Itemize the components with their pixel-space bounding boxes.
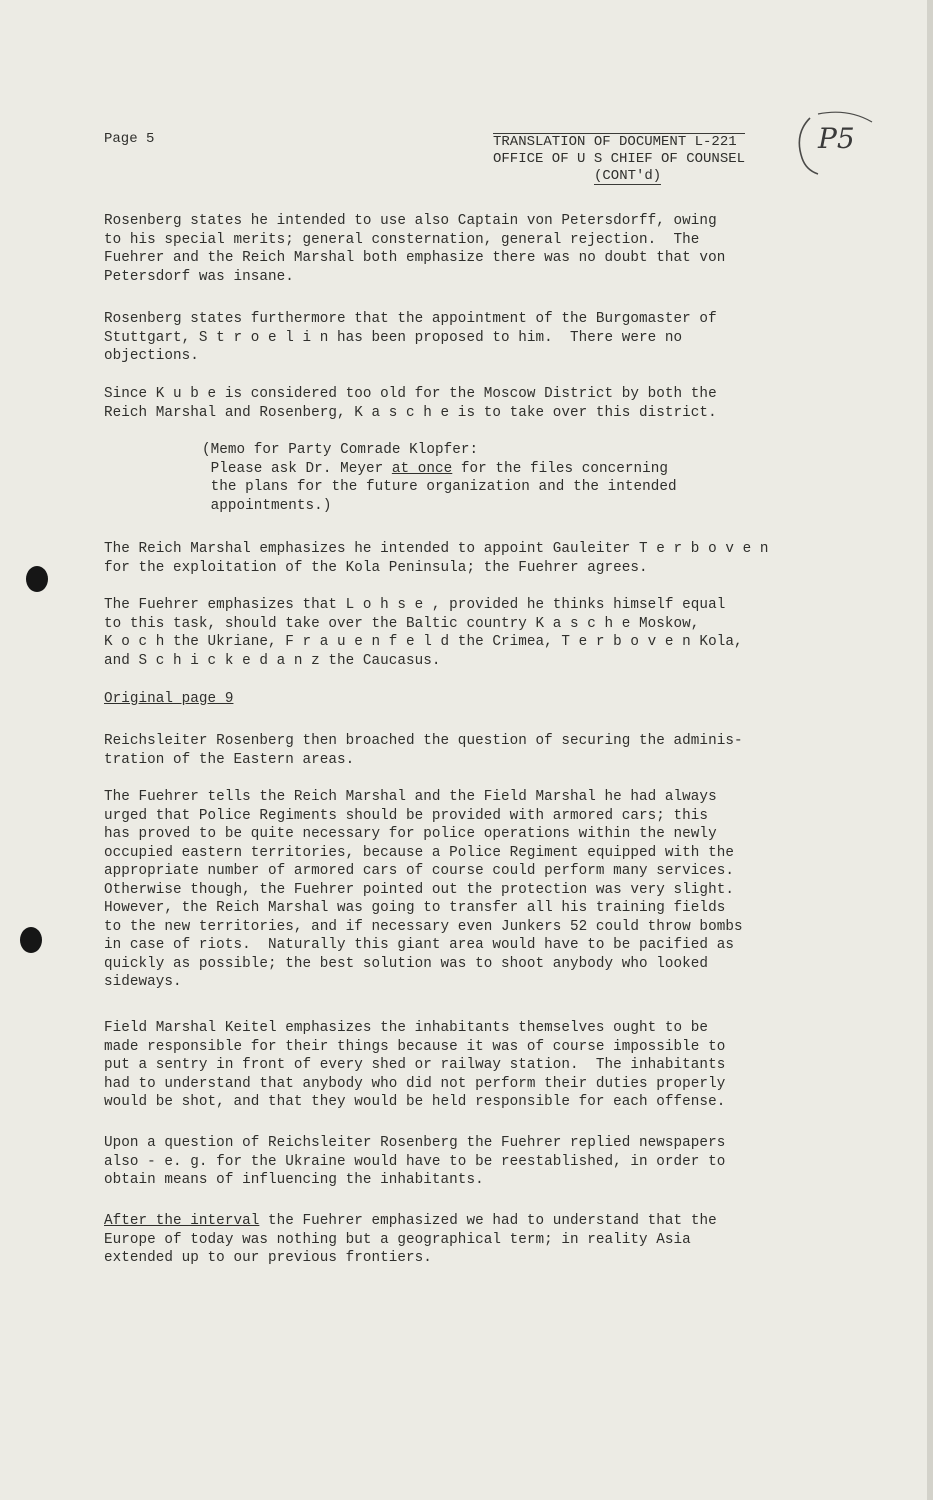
header-title: TRANSLATION OF DOCUMENT L-221 bbox=[493, 133, 745, 151]
header-continued-text: (CONT'd) bbox=[594, 168, 662, 184]
memo-at-once: at once bbox=[391, 460, 453, 477]
header-office: OFFICE OF U S CHIEF OF COUNSEL bbox=[493, 151, 746, 167]
page-edge bbox=[927, 0, 933, 1500]
memo-block bbox=[202, 441, 922, 515]
europe-text: the Fuehrer emphasized we had to understand that the Europe of today was nothing but a geographical term; in reality Asia extended up to our previous frontiers. bbox=[104, 1213, 717, 1266]
page-number: Page 5 bbox=[104, 131, 155, 147]
memo-line2-post: for the files concerning bbox=[452, 460, 669, 477]
paragraph-terboven: The Reich Marshal emphasizes he intended to appoint Gauleiter T e r b o v e n for the exploitation of the Kola Peninsula; the Fuehrer agrees. bbox=[104, 541, 769, 576]
paragraph-keitel: Field Marshal Keitel emphasizes the inhabitants themselves ought to be made responsible for their things because it was of course impossible to put a sentry in front of every shed or railway station. The inhabitants had to understand that anybody who did not perform their duties properly would be shot, and that they would be held responsible for each offense. bbox=[104, 1020, 726, 1110]
memo-line3: the plans for the future organization and the intended appointments.) bbox=[210, 479, 677, 514]
original-page-label: Original page 9 bbox=[104, 691, 234, 707]
paragraph-administration: Reichsleiter Rosenberg then broached the question of securing the adminis- tration of the Eastern areas. bbox=[104, 733, 743, 768]
memo-line2-pre: Please ask Dr. Meyer bbox=[202, 460, 392, 477]
paragraph-police-regiments: The Fuehrer tells the Reich Marshal and the Field Marshal he had always urged that Police Regiments should be provided with armored cars; this has proved to be quite necessary for police operations within the newly occupied eastern territories, because a Police Regiment equipped with the appropriate number of armored cars of course could perform many services. Otherwise though, the Fuehrer pointed out the protection was very slight. However, the Reich Marshal was going to transfer all his training fields to the new territories, and if necessary even Junkers 52 could throw bombs in case of riots. Naturally this giant area would have to be pacified as quickly as possible; the best solution was to shoot anybody who looked sideways. bbox=[104, 789, 743, 990]
memo-line1: (Memo for Party Comrade Klopfer: bbox=[202, 442, 479, 458]
punch-hole-bottom bbox=[20, 927, 42, 953]
paragraph-petersdorff: Rosenberg states he intended to use also Captain von Petersdorff, owing to his special merits; general consternation, general rejection. The Fuehrer and the Reich Marshal both emphasize there was no doubt that von Petersdorf was insane. bbox=[104, 213, 726, 285]
paragraph-stroelin: Rosenberg states furthermore that the appointment of the Burgomaster of Stuttgart, S t r o e l i n has been proposed to him. There were no objections. bbox=[104, 311, 717, 364]
header-continued bbox=[493, 168, 745, 185]
paragraph-newspapers: Upon a question of Reichsleiter Rosenberg the Fuehrer replied newspapers also - e. g. for the Ukraine would have to be reestablished, in order to obtain means of influencing the inhabitants. bbox=[104, 1135, 726, 1188]
punch-hole-top bbox=[26, 566, 48, 592]
after-interval: After the interval bbox=[104, 1213, 260, 1229]
paragraph-appointments: The Fuehrer emphasizes that L o h s e , provided he thinks himself equal to this task, should take over the Baltic country K a s c h e Moskow, K o c h the Ukriane, F r a u e n f e l d the Crimea, T e r b o v e n Kola, and S c h i c k e d a n z the Caucasus. bbox=[104, 597, 743, 669]
handwritten-page-mark: P5 bbox=[818, 122, 855, 155]
document-header bbox=[493, 133, 745, 185]
paragraph-kube: Since K u b e is considered too old for the Moscow District by both the Reich Marshal and Rosenberg, K a s c h e is to take over this district. bbox=[104, 386, 717, 421]
paragraph-europe bbox=[104, 1212, 824, 1268]
